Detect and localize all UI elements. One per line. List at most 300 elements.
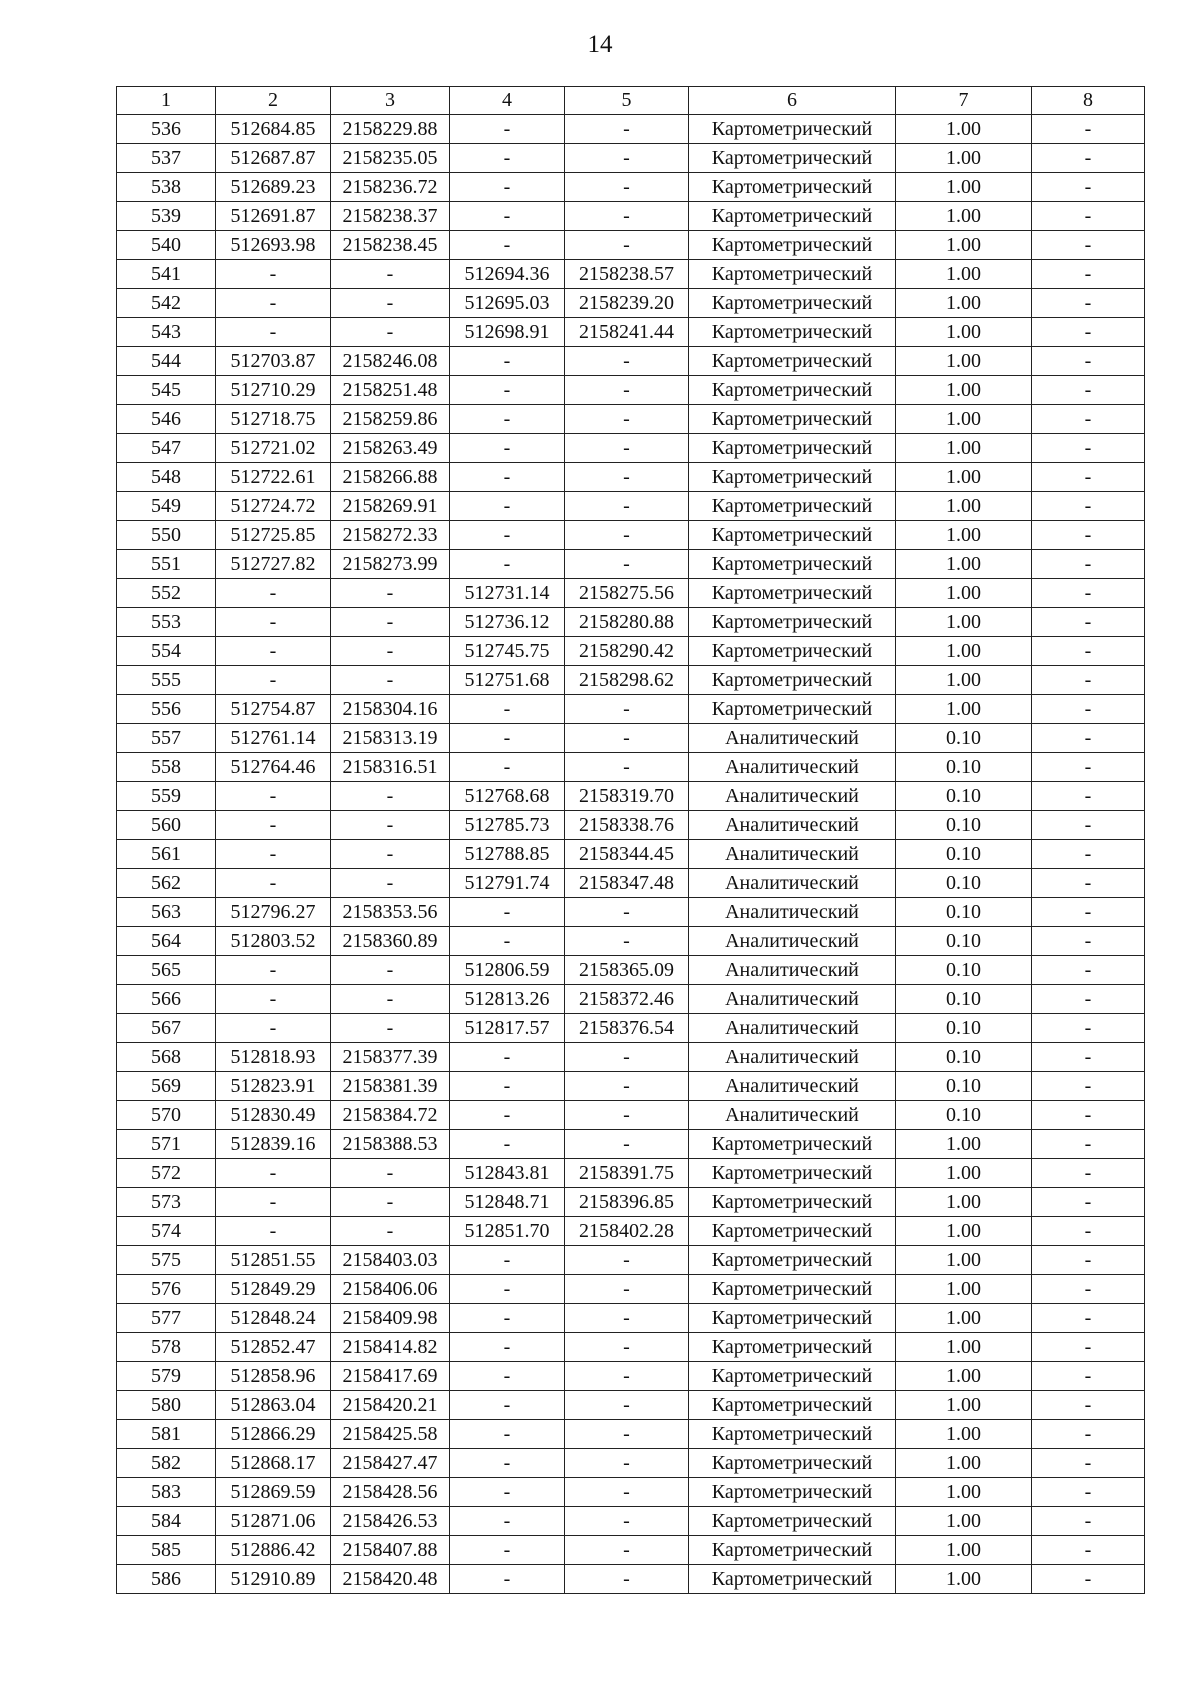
- cell-x-coord: 512687.87: [216, 144, 331, 173]
- cell-y-coord: 2158427.47: [331, 1449, 450, 1478]
- cell-remark: -: [1032, 550, 1145, 579]
- cell-y-coord: 2158428.56: [331, 1478, 450, 1507]
- cell-point-number: 539: [117, 202, 216, 231]
- table-row: [117, 1043, 1145, 1072]
- cell-accuracy: 1.00: [896, 550, 1032, 579]
- column-header-8: 8: [1032, 87, 1145, 115]
- cell-accuracy: 0.10: [896, 1043, 1032, 1072]
- cell-remark: -: [1032, 811, 1145, 840]
- cell-y-coord: 2158407.88: [331, 1536, 450, 1565]
- cell-y-coord: -: [331, 637, 450, 666]
- cell-method: Картометрический: [689, 1565, 896, 1594]
- table-row: [117, 434, 1145, 463]
- cell-method: Картометрический: [689, 434, 896, 463]
- table-header-row: [117, 87, 1145, 115]
- cell-y-coord-alt: -: [565, 231, 689, 260]
- cell-point-number: 550: [117, 521, 216, 550]
- cell-y-coord-alt: -: [565, 1536, 689, 1565]
- cell-accuracy: 1.00: [896, 521, 1032, 550]
- cell-x-coord-alt: -: [450, 695, 565, 724]
- cell-y-coord: 2158360.89: [331, 927, 450, 956]
- cell-method: Картометрический: [689, 202, 896, 231]
- cell-x-coord: -: [216, 1159, 331, 1188]
- cell-y-coord-alt: 2158365.09: [565, 956, 689, 985]
- cell-remark: -: [1032, 1478, 1145, 1507]
- cell-accuracy: 1.00: [896, 318, 1032, 347]
- cell-accuracy: 1.00: [896, 434, 1032, 463]
- cell-x-coord: 512684.85: [216, 115, 331, 144]
- cell-x-coord: -: [216, 1217, 331, 1246]
- cell-accuracy: 1.00: [896, 1333, 1032, 1362]
- cell-x-coord: -: [216, 985, 331, 1014]
- cell-y-coord-alt: -: [565, 521, 689, 550]
- cell-remark: -: [1032, 666, 1145, 695]
- cell-y-coord: -: [331, 1159, 450, 1188]
- cell-x-coord: -: [216, 637, 331, 666]
- cell-x-coord: 512818.93: [216, 1043, 331, 1072]
- cell-x-coord: 512691.87: [216, 202, 331, 231]
- cell-y-coord-alt: 2158280.88: [565, 608, 689, 637]
- cell-remark: -: [1032, 1014, 1145, 1043]
- cell-remark: -: [1032, 521, 1145, 550]
- cell-x-coord-alt: -: [450, 1130, 565, 1159]
- cell-x-coord-alt: -: [450, 434, 565, 463]
- cell-y-coord: 2158420.21: [331, 1391, 450, 1420]
- cell-method: Картометрический: [689, 1362, 896, 1391]
- cell-x-coord: 512839.16: [216, 1130, 331, 1159]
- cell-x-coord-alt: 512736.12: [450, 608, 565, 637]
- cell-remark: -: [1032, 927, 1145, 956]
- cell-accuracy: 0.10: [896, 753, 1032, 782]
- cell-x-coord-alt: -: [450, 1478, 565, 1507]
- column-header-6: 6: [689, 87, 896, 115]
- cell-remark: -: [1032, 869, 1145, 898]
- cell-accuracy: 1.00: [896, 347, 1032, 376]
- cell-x-coord-alt: -: [450, 376, 565, 405]
- table-row: [117, 1362, 1145, 1391]
- cell-accuracy: 1.00: [896, 608, 1032, 637]
- cell-accuracy: 1.00: [896, 260, 1032, 289]
- table-row: [117, 666, 1145, 695]
- cell-point-number: 583: [117, 1478, 216, 1507]
- cell-y-coord: 2158384.72: [331, 1101, 450, 1130]
- cell-y-coord: 2158235.05: [331, 144, 450, 173]
- cell-method: Аналитический: [689, 1072, 896, 1101]
- cell-remark: -: [1032, 1536, 1145, 1565]
- cell-remark: -: [1032, 898, 1145, 927]
- cell-x-coord-alt: -: [450, 1101, 565, 1130]
- cell-point-number: 586: [117, 1565, 216, 1594]
- cell-point-number: 547: [117, 434, 216, 463]
- table-row: [117, 289, 1145, 318]
- cell-y-coord: 2158426.53: [331, 1507, 450, 1536]
- cell-x-coord-alt: 512731.14: [450, 579, 565, 608]
- cell-x-coord: 512868.17: [216, 1449, 331, 1478]
- cell-y-coord: -: [331, 840, 450, 869]
- table-row: [117, 1217, 1145, 1246]
- cell-x-coord-alt: -: [450, 898, 565, 927]
- cell-point-number: 558: [117, 753, 216, 782]
- cell-point-number: 556: [117, 695, 216, 724]
- cell-point-number: 576: [117, 1275, 216, 1304]
- cell-accuracy: 0.10: [896, 898, 1032, 927]
- cell-point-number: 557: [117, 724, 216, 753]
- cell-point-number: 541: [117, 260, 216, 289]
- cell-accuracy: 1.00: [896, 1565, 1032, 1594]
- table-row: [117, 579, 1145, 608]
- cell-accuracy: 1.00: [896, 1217, 1032, 1246]
- cell-accuracy: 1.00: [896, 202, 1032, 231]
- cell-x-coord: 512858.96: [216, 1362, 331, 1391]
- cell-point-number: 579: [117, 1362, 216, 1391]
- cell-point-number: 577: [117, 1304, 216, 1333]
- cell-accuracy: 0.10: [896, 724, 1032, 753]
- cell-y-coord-alt: -: [565, 1275, 689, 1304]
- cell-accuracy: 0.10: [896, 956, 1032, 985]
- cell-x-coord: 512718.75: [216, 405, 331, 434]
- cell-y-coord-alt: -: [565, 1072, 689, 1101]
- cell-y-coord-alt: -: [565, 434, 689, 463]
- cell-y-coord: 2158263.49: [331, 434, 450, 463]
- cell-y-coord-alt: 2158290.42: [565, 637, 689, 666]
- cell-y-coord-alt: -: [565, 1565, 689, 1594]
- cell-x-coord-alt: -: [450, 231, 565, 260]
- cell-remark: -: [1032, 347, 1145, 376]
- table-row: [117, 492, 1145, 521]
- cell-remark: -: [1032, 579, 1145, 608]
- cell-x-coord-alt: 512851.70: [450, 1217, 565, 1246]
- cell-accuracy: 0.10: [896, 782, 1032, 811]
- cell-y-coord-alt: -: [565, 1304, 689, 1333]
- cell-remark: -: [1032, 1043, 1145, 1072]
- cell-method: Картометрический: [689, 1536, 896, 1565]
- cell-point-number: 543: [117, 318, 216, 347]
- table-row: [117, 1391, 1145, 1420]
- cell-y-coord: 2158259.86: [331, 405, 450, 434]
- cell-method: Картометрический: [689, 637, 896, 666]
- cell-y-coord-alt: -: [565, 927, 689, 956]
- cell-x-coord: 512689.23: [216, 173, 331, 202]
- cell-accuracy: 1.00: [896, 1536, 1032, 1565]
- cell-method: Картометрический: [689, 1246, 896, 1275]
- table-row: [117, 318, 1145, 347]
- cell-y-coord-alt: 2158319.70: [565, 782, 689, 811]
- cell-remark: -: [1032, 840, 1145, 869]
- cell-point-number: 560: [117, 811, 216, 840]
- cell-x-coord-alt: 512806.59: [450, 956, 565, 985]
- cell-y-coord-alt: 2158275.56: [565, 579, 689, 608]
- table-row: [117, 521, 1145, 550]
- cell-x-coord-alt: -: [450, 463, 565, 492]
- cell-accuracy: 0.10: [896, 811, 1032, 840]
- table-row: [117, 753, 1145, 782]
- table-body: [117, 115, 1145, 1594]
- cell-x-coord-alt: -: [450, 753, 565, 782]
- cell-point-number: 544: [117, 347, 216, 376]
- cell-y-coord: -: [331, 956, 450, 985]
- cell-remark: -: [1032, 1159, 1145, 1188]
- coordinates-table: [116, 86, 1145, 1594]
- cell-point-number: 538: [117, 173, 216, 202]
- cell-method: Картометрический: [689, 695, 896, 724]
- table-row: [117, 376, 1145, 405]
- cell-y-coord: -: [331, 608, 450, 637]
- cell-remark: -: [1032, 956, 1145, 985]
- cell-x-coord: 512754.87: [216, 695, 331, 724]
- cell-remark: -: [1032, 376, 1145, 405]
- table-row: [117, 840, 1145, 869]
- cell-point-number: 566: [117, 985, 216, 1014]
- cell-y-coord: 2158406.06: [331, 1275, 450, 1304]
- cell-remark: -: [1032, 318, 1145, 347]
- cell-method: Картометрический: [689, 376, 896, 405]
- cell-method: Картометрический: [689, 1159, 896, 1188]
- cell-method: Картометрический: [689, 492, 896, 521]
- cell-method: Картометрический: [689, 666, 896, 695]
- cell-y-coord: 2158403.03: [331, 1246, 450, 1275]
- table-row: [117, 1275, 1145, 1304]
- cell-accuracy: 1.00: [896, 1159, 1032, 1188]
- cell-x-coord-alt: -: [450, 1246, 565, 1275]
- table-row: [117, 347, 1145, 376]
- cell-accuracy: 1.00: [896, 1362, 1032, 1391]
- cell-x-coord: 512796.27: [216, 898, 331, 927]
- cell-point-number: 552: [117, 579, 216, 608]
- cell-y-coord: -: [331, 318, 450, 347]
- cell-x-coord-alt: 512813.26: [450, 985, 565, 1014]
- table-row: [117, 811, 1145, 840]
- cell-x-coord: -: [216, 579, 331, 608]
- cell-point-number: 563: [117, 898, 216, 927]
- cell-y-coord-alt: -: [565, 550, 689, 579]
- table-row: [117, 782, 1145, 811]
- cell-y-coord-alt: -: [565, 1478, 689, 1507]
- cell-method: Картометрический: [689, 289, 896, 318]
- cell-remark: -: [1032, 173, 1145, 202]
- cell-x-coord: -: [216, 782, 331, 811]
- cell-y-coord: 2158388.53: [331, 1130, 450, 1159]
- cell-point-number: 561: [117, 840, 216, 869]
- cell-point-number: 564: [117, 927, 216, 956]
- cell-method: Аналитический: [689, 811, 896, 840]
- cell-remark: -: [1032, 1507, 1145, 1536]
- cell-point-number: 565: [117, 956, 216, 985]
- cell-x-coord-alt: 512751.68: [450, 666, 565, 695]
- cell-y-coord-alt: -: [565, 492, 689, 521]
- cell-remark: -: [1032, 1420, 1145, 1449]
- cell-remark: -: [1032, 753, 1145, 782]
- table-row: [117, 1536, 1145, 1565]
- cell-point-number: 546: [117, 405, 216, 434]
- cell-x-coord: 512722.61: [216, 463, 331, 492]
- cell-x-coord-alt: -: [450, 144, 565, 173]
- cell-accuracy: 1.00: [896, 405, 1032, 434]
- cell-y-coord-alt: -: [565, 724, 689, 753]
- cell-accuracy: 1.00: [896, 1304, 1032, 1333]
- cell-y-coord-alt: -: [565, 405, 689, 434]
- cell-y-coord-alt: -: [565, 1043, 689, 1072]
- cell-x-coord: 512803.52: [216, 927, 331, 956]
- cell-y-coord-alt: -: [565, 1333, 689, 1362]
- table-row: [117, 608, 1145, 637]
- cell-y-coord: 2158238.45: [331, 231, 450, 260]
- cell-x-coord-alt: 512695.03: [450, 289, 565, 318]
- table-row: [117, 173, 1145, 202]
- cell-x-coord-alt: -: [450, 550, 565, 579]
- cell-y-coord-alt: -: [565, 1101, 689, 1130]
- table-row: [117, 1449, 1145, 1478]
- cell-remark: -: [1032, 637, 1145, 666]
- cell-point-number: 584: [117, 1507, 216, 1536]
- cell-method: Картометрический: [689, 1188, 896, 1217]
- cell-x-coord-alt: -: [450, 347, 565, 376]
- cell-method: Аналитический: [689, 1101, 896, 1130]
- cell-accuracy: 0.10: [896, 1072, 1032, 1101]
- cell-accuracy: 1.00: [896, 1275, 1032, 1304]
- cell-point-number: 575: [117, 1246, 216, 1275]
- cell-x-coord-alt: -: [450, 1420, 565, 1449]
- table-row: [117, 405, 1145, 434]
- cell-accuracy: 1.00: [896, 289, 1032, 318]
- cell-y-coord: 2158266.88: [331, 463, 450, 492]
- cell-x-coord: -: [216, 260, 331, 289]
- cell-point-number: 545: [117, 376, 216, 405]
- cell-method: Аналитический: [689, 927, 896, 956]
- cell-y-coord-alt: -: [565, 1420, 689, 1449]
- cell-remark: -: [1032, 492, 1145, 521]
- cell-x-coord-alt: -: [450, 202, 565, 231]
- table-row: [117, 144, 1145, 173]
- cell-point-number: 559: [117, 782, 216, 811]
- table-row: [117, 550, 1145, 579]
- column-header-5: 5: [565, 87, 689, 115]
- cell-point-number: 569: [117, 1072, 216, 1101]
- cell-x-coord: 512703.87: [216, 347, 331, 376]
- table-row: [117, 202, 1145, 231]
- cell-remark: -: [1032, 231, 1145, 260]
- cell-point-number: 568: [117, 1043, 216, 1072]
- table-row: [117, 1507, 1145, 1536]
- cell-x-coord: 512830.49: [216, 1101, 331, 1130]
- cell-y-coord: -: [331, 579, 450, 608]
- cell-y-coord: 2158417.69: [331, 1362, 450, 1391]
- cell-accuracy: 0.10: [896, 1101, 1032, 1130]
- cell-point-number: 555: [117, 666, 216, 695]
- cell-x-coord: 512871.06: [216, 1507, 331, 1536]
- cell-x-coord: -: [216, 811, 331, 840]
- cell-remark: -: [1032, 405, 1145, 434]
- cell-y-coord: 2158304.16: [331, 695, 450, 724]
- cell-y-coord-alt: 2158391.75: [565, 1159, 689, 1188]
- cell-accuracy: 1.00: [896, 666, 1032, 695]
- cell-method: Картометрический: [689, 608, 896, 637]
- cell-y-coord-alt: 2158238.57: [565, 260, 689, 289]
- cell-x-coord-alt: -: [450, 1072, 565, 1101]
- cell-x-coord-alt: 512698.91: [450, 318, 565, 347]
- cell-y-coord: -: [331, 1014, 450, 1043]
- table-row: [117, 463, 1145, 492]
- cell-method: Картометрический: [689, 1449, 896, 1478]
- cell-x-coord-alt: -: [450, 927, 565, 956]
- cell-remark: -: [1032, 289, 1145, 318]
- cell-x-coord-alt: 512694.36: [450, 260, 565, 289]
- table-row: [117, 115, 1145, 144]
- cell-y-coord: 2158238.37: [331, 202, 450, 231]
- cell-method: Картометрический: [689, 318, 896, 347]
- cell-accuracy: 1.00: [896, 463, 1032, 492]
- cell-y-coord-alt: 2158396.85: [565, 1188, 689, 1217]
- cell-remark: -: [1032, 985, 1145, 1014]
- cell-x-coord-alt: -: [450, 1507, 565, 1536]
- cell-point-number: 548: [117, 463, 216, 492]
- cell-point-number: 582: [117, 1449, 216, 1478]
- cell-method: Аналитический: [689, 956, 896, 985]
- cell-method: Аналитический: [689, 1014, 896, 1043]
- cell-method: Картометрический: [689, 115, 896, 144]
- cell-x-coord-alt: -: [450, 724, 565, 753]
- cell-method: Картометрический: [689, 405, 896, 434]
- cell-y-coord-alt: -: [565, 173, 689, 202]
- cell-point-number: 573: [117, 1188, 216, 1217]
- cell-x-coord: 512761.14: [216, 724, 331, 753]
- cell-accuracy: 1.00: [896, 1246, 1032, 1275]
- cell-y-coord: 2158229.88: [331, 115, 450, 144]
- cell-remark: -: [1032, 1565, 1145, 1594]
- cell-x-coord-alt: 512843.81: [450, 1159, 565, 1188]
- cell-method: Картометрический: [689, 1420, 896, 1449]
- cell-x-coord-alt: -: [450, 1333, 565, 1362]
- cell-method: Картометрический: [689, 260, 896, 289]
- cell-remark: -: [1032, 1072, 1145, 1101]
- table-row: [117, 1072, 1145, 1101]
- cell-remark: -: [1032, 1304, 1145, 1333]
- cell-x-coord-alt: 512785.73: [450, 811, 565, 840]
- cell-y-coord: 2158269.91: [331, 492, 450, 521]
- cell-remark: -: [1032, 1362, 1145, 1391]
- cell-point-number: 537: [117, 144, 216, 173]
- cell-remark: -: [1032, 1333, 1145, 1362]
- cell-method: Аналитический: [689, 869, 896, 898]
- cell-remark: -: [1032, 115, 1145, 144]
- cell-accuracy: 1.00: [896, 695, 1032, 724]
- table-row: [117, 869, 1145, 898]
- cell-x-coord-alt: -: [450, 1362, 565, 1391]
- table-row: [117, 1159, 1145, 1188]
- cell-y-coord: 2158353.56: [331, 898, 450, 927]
- cell-x-coord-alt: -: [450, 1043, 565, 1072]
- cell-remark: -: [1032, 1101, 1145, 1130]
- cell-point-number: 551: [117, 550, 216, 579]
- cell-y-coord-alt: -: [565, 1246, 689, 1275]
- cell-point-number: 562: [117, 869, 216, 898]
- cell-method: Аналитический: [689, 985, 896, 1014]
- cell-x-coord-alt: -: [450, 173, 565, 202]
- table-row: [117, 1130, 1145, 1159]
- cell-method: Картометрический: [689, 1217, 896, 1246]
- cell-accuracy: 1.00: [896, 144, 1032, 173]
- cell-accuracy: 1.00: [896, 579, 1032, 608]
- table-row: [117, 927, 1145, 956]
- cell-y-coord-alt: -: [565, 115, 689, 144]
- cell-y-coord-alt: -: [565, 1130, 689, 1159]
- cell-y-coord: 2158409.98: [331, 1304, 450, 1333]
- table-row: [117, 1101, 1145, 1130]
- cell-y-coord: 2158425.58: [331, 1420, 450, 1449]
- cell-x-coord-alt: -: [450, 405, 565, 434]
- cell-point-number: 578: [117, 1333, 216, 1362]
- cell-y-coord-alt: 2158347.48: [565, 869, 689, 898]
- cell-y-coord-alt: -: [565, 898, 689, 927]
